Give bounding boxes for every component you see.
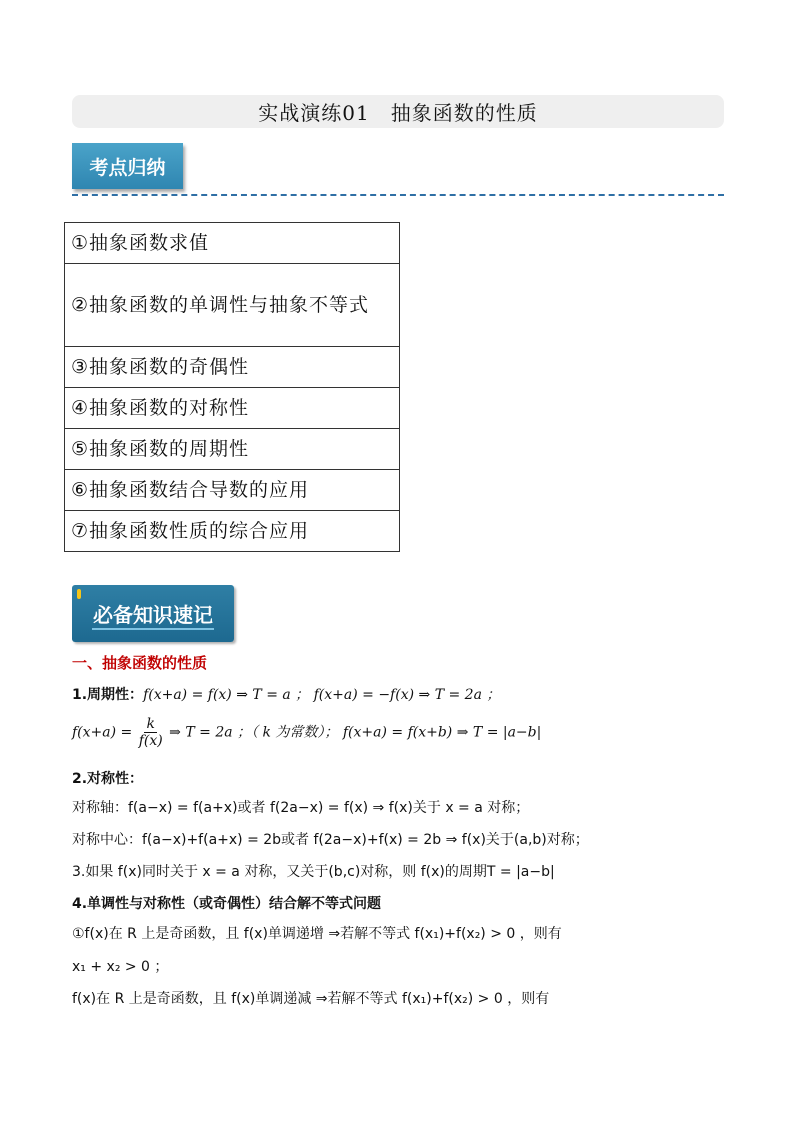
badge-summary — [72, 143, 183, 189]
topic-cell: ①抽象函数求值 — [65, 223, 400, 264]
topic-cell: ⑥抽象函数结合导数的应用 — [65, 470, 400, 511]
fraction — [139, 716, 163, 749]
inequality-line-2: x₁ + x₂ > 0 ； — [72, 959, 169, 975]
badge-accent-mark — [77, 589, 81, 599]
document-title: 实战演练01 抽象函数的性质 — [258, 101, 538, 125]
periodicity-line-2 — [72, 716, 541, 749]
inequality-heading — [72, 893, 381, 913]
document-title-bar — [72, 95, 724, 128]
topic-cell: ⑦抽象函数性质的综合应用 — [65, 511, 400, 552]
badge-knowledge-label: 必备知识速记 — [93, 603, 213, 627]
topic-cell: ②抽象函数的单调性与抽象不等式 — [65, 264, 400, 347]
inequality-heading-text: 4.单调性与对称性（或奇偶性）结合解不等式问题 — [72, 896, 382, 912]
symmetry-label — [72, 768, 143, 788]
inequality-line-1: ①f(x)在 R 上是奇函数，且 f(x)单调递增 ⇒若解不等式 f(x₁)+f(x₂) > 0 ，则有 — [72, 926, 562, 942]
table-row — [65, 388, 400, 429]
table-row — [65, 223, 400, 264]
dashed-divider — [72, 194, 724, 196]
topics-table — [64, 222, 400, 552]
table-row — [65, 347, 400, 388]
fraction-numerator: k — [146, 716, 155, 732]
periodicity-formula-2-lhs: f(x+a) = — [72, 724, 137, 741]
symmetry-axis-line: 对称轴：f(a−x) = f(a+x)或者 f(2a−x) = f(x) ⇒ f(x)关于 x = a 对称； — [72, 800, 530, 816]
table-row — [65, 429, 400, 470]
badge-summary-label: 考点归纳 — [89, 156, 166, 179]
symmetry-center-line: 对称中心：f(a−x)+f(a+x) = 2b或者 f(2a−x)+f(x) = 2b ⇒ f(x)关于(a,b)对称； — [72, 832, 589, 848]
badge-knowledge — [72, 585, 234, 642]
periodicity-line-1 — [72, 684, 500, 704]
topic-cell: ③抽象函数的奇偶性 — [65, 347, 400, 388]
badge-underline — [92, 628, 214, 630]
periodicity-formula-1: f(x+a) = f(x) ⇒ T = a ； f(x+a) = −f(x) ⇒ T = 2a ； — [143, 687, 501, 703]
table-row — [65, 470, 400, 511]
topic-cell: ④抽象函数的对称性 — [65, 388, 400, 429]
periodicity-formula-2-rest: ⇒ T = 2a ；（ k 为常数）； f(x+a) = f(x+b) ⇒ T = |a−b| — [164, 724, 542, 741]
table-row — [65, 264, 400, 347]
symmetry-label-text: 2.对称性： — [72, 771, 144, 787]
inequality-line-3: f(x)在 R 上是奇函数，且 f(x)单调递减 ⇒若解不等式 f(x₁)+f(x₂) > 0 ，则有 — [72, 991, 550, 1007]
section-heading: 一、抽象函数的性质 — [72, 654, 208, 672]
period-symmetry-line: 3.如果 f(x)同时关于 x = a 对称，又关于(b,c)对称，则 f(x)的周期T = |a−b| — [72, 864, 555, 880]
table-row — [65, 511, 400, 552]
periodicity-label: 1.周期性： — [72, 687, 144, 703]
fraction-denominator: f(x) — [138, 733, 163, 749]
topic-cell: ⑤抽象函数的周期性 — [65, 429, 400, 470]
